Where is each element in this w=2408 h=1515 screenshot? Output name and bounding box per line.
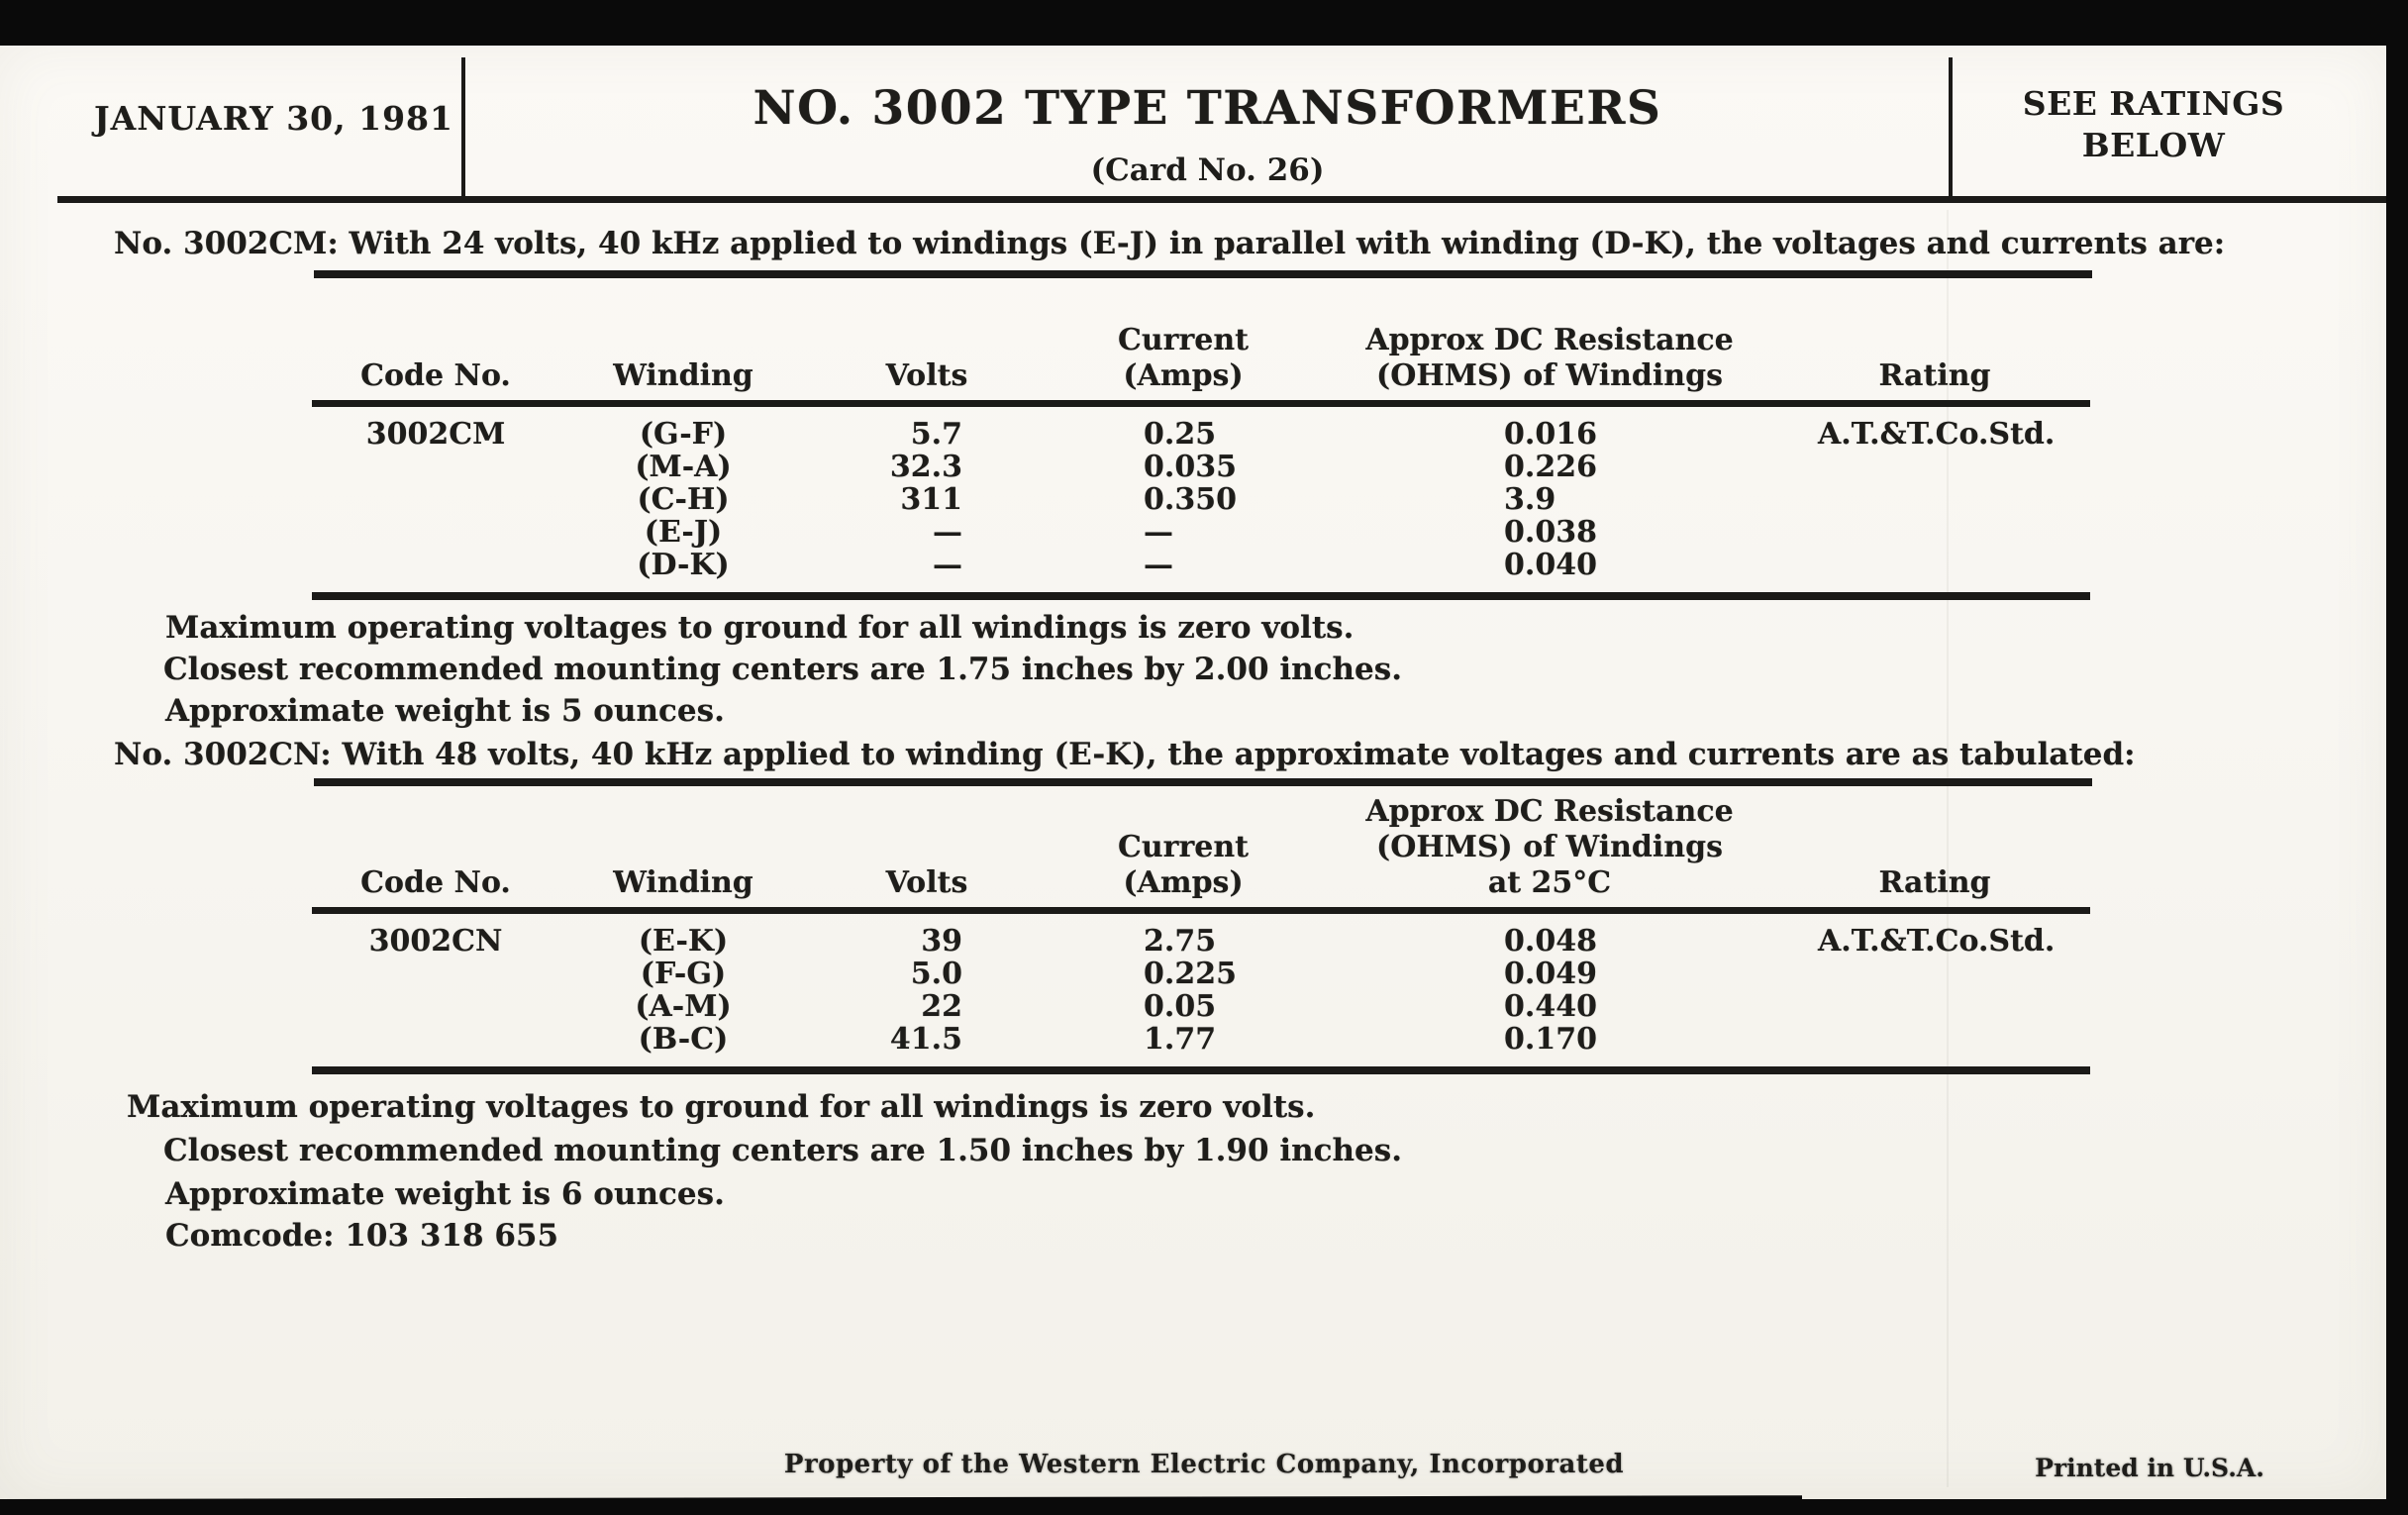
cell-rating: A.T.&T.Co.Std. [1818,924,2056,959]
ratings-note [1956,83,2352,166]
property-notice: Property of the Western Electric Company, Incorporated [783,1450,1625,1479]
cell-ohms: 0.170 [1504,1022,1597,1057]
cell-winding: (A-M) [635,989,732,1024]
note-cm-mounting-centers: Closest recommended mounting centers are 1.75 inches by 2.00 inches. [163,652,1403,687]
card-subtitle: (Card No. 26) [1090,152,1325,188]
note-cn-mounting-centers: Closest recommended mounting centers are 1.50 inches by 1.90 inches. [163,1133,1403,1168]
table-row [312,1022,2090,1055]
section-cm-intro: No. 3002CM: With 24 volts, 40 kHz applied to windings (E-J) in parallel with winding (D-K), the voltages and currents are: [114,226,2226,261]
cell-amps: 0.05 [1144,989,1217,1024]
cell-code: 3002CN [368,924,503,959]
cell-winding: (E-K) [638,924,729,959]
table-3002cn [312,792,2090,1074]
cell-winding: (D-K) [637,548,730,582]
cell-volts: — [933,548,962,582]
issue-date: JANUARY 30, 1981 [94,99,453,138]
table-cn-header-row [312,792,2090,901]
note-cm-max-voltage: Maximum operating voltages to ground for all windings is zero volts. [165,610,1354,646]
col-header-current: Current (Amps) [1117,323,1250,393]
table-cm-header-row [312,299,2090,394]
table-cm-bottom-rule [312,592,2090,600]
cell-code: 3002CM [365,417,506,452]
table-row [312,450,2090,482]
col-header-volts: Volts [885,865,968,900]
table-cm-header-rule [312,400,2090,407]
cell-volts: 311 [900,482,962,517]
table-row [312,548,2090,580]
cell-rating: A.T.&T.Co.Std. [1818,417,2056,452]
cell-ohms: 0.048 [1504,924,1597,959]
cell-amps: 0.225 [1144,957,1237,991]
cell-winding: (C-H) [637,482,730,517]
cell-ohms: 0.040 [1504,548,1597,582]
col-header-rating: Rating [1878,865,1991,900]
cell-volts: 5.0 [910,957,962,991]
note-cm-weight: Approximate weight is 5 ounces. [165,693,725,729]
col-header-winding: Winding [613,865,753,900]
cell-amps: 2.75 [1144,924,1217,959]
cell-amps: 0.350 [1144,482,1237,517]
cell-amps: 0.035 [1144,450,1237,484]
table-cn-bottom-rule [312,1066,2090,1074]
cell-volts: 5.7 [910,417,962,452]
cell-amps: 1.77 [1144,1022,1217,1057]
table-cn-header-rule [312,907,2090,914]
cell-winding: (F-G) [640,957,727,991]
table-3002cm [312,299,2090,600]
cell-amps: — [1144,515,1173,550]
table-row [312,417,2090,450]
table-row [312,515,2090,548]
paper-card [0,46,2386,1499]
scan-bottom-edge [0,1495,1802,1515]
note-cn-comcode: Comcode: 103 318 655 [165,1218,559,1254]
header-divider-right [1949,57,1953,203]
card-title: NO. 3002 TYPE TRANSFORMERS [752,81,1662,136]
note-cn-max-voltage: Maximum operating voltages to ground for all windings is zero volts. [127,1089,1316,1125]
cell-winding: (G-F) [639,417,728,452]
note-cn-weight: Approximate weight is 6 ounces. [165,1176,725,1212]
cell-volts: 39 [921,924,962,959]
col-header-winding: Winding [613,358,753,393]
ratings-note-line2: BELOW [2081,126,2226,164]
cell-winding: (E-J) [644,515,723,550]
cell-ohms: 0.049 [1504,957,1597,991]
col-header-resistance: Approx DC Resistance (OHMS) of Windings at 25°C [1365,794,1734,900]
col-header-resistance: Approx DC Resistance (OHMS) of Windings [1365,323,1734,393]
col-header-rating: Rating [1878,358,1991,393]
cell-amps: — [1144,548,1173,582]
cell-winding: (B-C) [638,1022,729,1057]
table-cn-body [312,924,2090,1055]
cell-amps: 0.25 [1144,417,1217,452]
table-row [312,989,2090,1022]
table-row [312,924,2090,957]
ratings-note-line1: SEE RATINGS [2022,84,2285,123]
cell-ohms: 0.440 [1504,989,1597,1024]
col-header-code: Code No. [360,865,511,900]
cell-volts: 41.5 [889,1022,962,1057]
section-cn-intro: No. 3002CN: With 48 volts, 40 kHz applied to winding (E-K), the approximate voltages and currents are as tabulated: [114,737,2136,772]
cell-ohms: 0.038 [1504,515,1597,550]
col-header-code: Code No. [360,358,511,393]
cell-winding: (M-A) [635,450,732,484]
table-row [312,482,2090,515]
cell-ohms: 0.226 [1504,450,1597,484]
header-rule [57,196,2386,203]
cell-ohms: 3.9 [1504,482,1556,517]
cell-volts: 22 [921,989,962,1024]
printed-in-usa-label: Printed in U.S.A. [2035,1454,2264,1482]
table-row [312,957,2090,989]
cell-ohms: 0.016 [1504,417,1597,452]
cell-volts: — [933,515,962,550]
table-cn-top-rule [314,778,2092,786]
cell-volts: 32.3 [889,450,962,484]
table-cm-body [312,417,2090,580]
col-header-volts: Volts [885,358,968,393]
col-header-current: Current (Amps) [1117,830,1250,900]
table-cm-top-rule [314,270,2092,278]
